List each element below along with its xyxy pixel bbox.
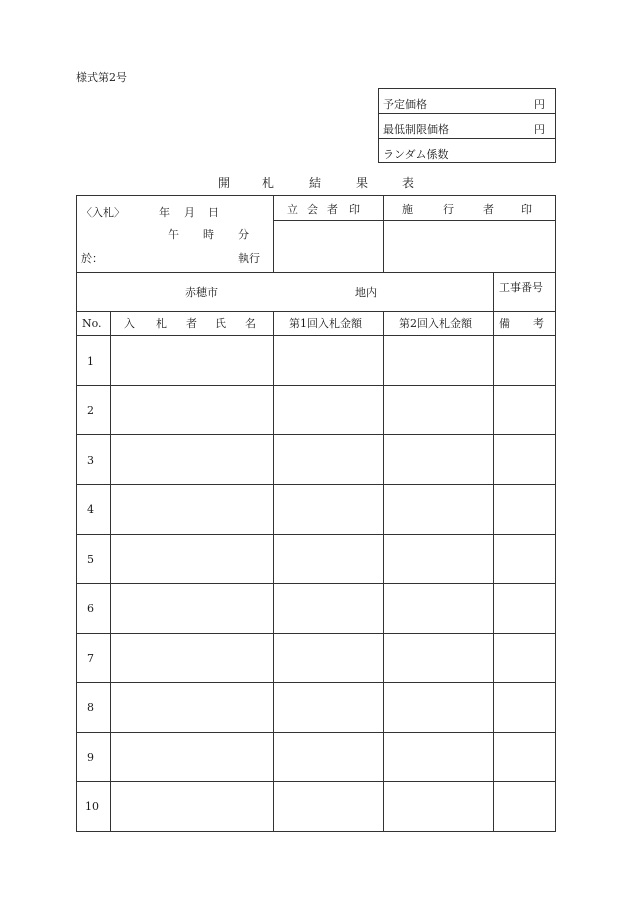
- row-divider: [77, 335, 555, 336]
- row-divider: [77, 484, 555, 485]
- witness-char: 会: [307, 203, 318, 216]
- price-row-planned: [379, 89, 555, 114]
- row-number: 6: [87, 602, 94, 615]
- row-divider: [77, 385, 555, 386]
- column-divider: [493, 272, 494, 831]
- witness-char: 者: [327, 203, 338, 216]
- row-number: 8: [87, 701, 94, 714]
- row-divider: [77, 781, 555, 782]
- column-divider: [273, 311, 274, 831]
- noon-label: 午: [168, 228, 179, 241]
- title-char: 表: [402, 176, 415, 190]
- row-number: 7: [87, 652, 94, 665]
- row-number: 9: [87, 751, 94, 764]
- operator-char: 者: [483, 203, 494, 216]
- row-divider: [77, 272, 555, 273]
- bidder-header-char: 入: [124, 317, 135, 330]
- planned-price-unit: 円: [534, 98, 545, 111]
- witness-char: 印: [349, 203, 360, 216]
- title-char: 開: [218, 176, 231, 190]
- row-number: 5: [87, 553, 94, 566]
- minimum-price-label: 最低制限価格: [383, 123, 449, 136]
- location-label: 於：: [81, 252, 103, 265]
- hour-label: 時: [203, 228, 214, 241]
- random-coefficient-label: ランダム係数: [383, 148, 449, 161]
- planned-price-label: 予定価格: [383, 98, 427, 111]
- area-label: 地内: [355, 286, 377, 299]
- row-divider: [77, 583, 555, 584]
- city-label: 赤穂市: [185, 286, 218, 299]
- form-number: 様式第2号: [76, 71, 127, 84]
- operator-char: 施: [402, 203, 413, 216]
- row-divider: [77, 732, 555, 733]
- bidder-header-char: 氏: [215, 317, 226, 330]
- project-number-label: 工事番号: [499, 281, 543, 294]
- day-label: 日: [208, 206, 219, 219]
- row-divider: [77, 682, 555, 683]
- row-divider: [77, 534, 555, 535]
- row-number: 10: [85, 800, 99, 813]
- minimum-price-unit: 円: [534, 123, 545, 136]
- bid-label: 〈入札〉: [81, 206, 125, 219]
- price-row-minimum: [379, 114, 555, 139]
- row-number: 3: [87, 454, 94, 467]
- column-divider: [383, 311, 384, 831]
- column-divider: [383, 196, 384, 272]
- row-divider: [77, 633, 555, 634]
- witness-char: 立: [287, 203, 298, 216]
- year-label: 年: [159, 206, 170, 219]
- document-title: [76, 174, 556, 188]
- column-divider: [273, 196, 274, 272]
- title-char: 札: [262, 176, 275, 190]
- executed-label: 執行: [238, 252, 260, 265]
- operator-char: 印: [521, 203, 532, 216]
- price-row-random: [379, 139, 555, 164]
- header-divider: [273, 220, 555, 221]
- remarks-header-char: 備: [499, 317, 510, 330]
- no-column-header: No.: [82, 317, 102, 330]
- remarks-header-char: 考: [533, 317, 544, 330]
- bid-results-table: [76, 195, 556, 832]
- minute-label: 分: [238, 228, 249, 241]
- bidder-header-char: 者: [186, 317, 197, 330]
- round1-amount-header: 第1回入札金額: [289, 317, 362, 330]
- row-number: 2: [87, 404, 94, 417]
- row-divider: [77, 311, 555, 312]
- month-label: 月: [184, 206, 195, 219]
- operator-char: 行: [443, 203, 454, 216]
- bidder-header-char: 名: [245, 317, 256, 330]
- round2-amount-header: 第2回入札金額: [399, 317, 472, 330]
- bidder-header-char: 札: [156, 317, 167, 330]
- title-char: 果: [356, 176, 369, 190]
- row-divider: [77, 434, 555, 435]
- row-number: 1: [87, 355, 94, 368]
- column-divider: [110, 311, 111, 831]
- title-char: 結: [309, 176, 322, 190]
- price-box: [378, 88, 556, 163]
- row-number: 4: [87, 503, 94, 516]
